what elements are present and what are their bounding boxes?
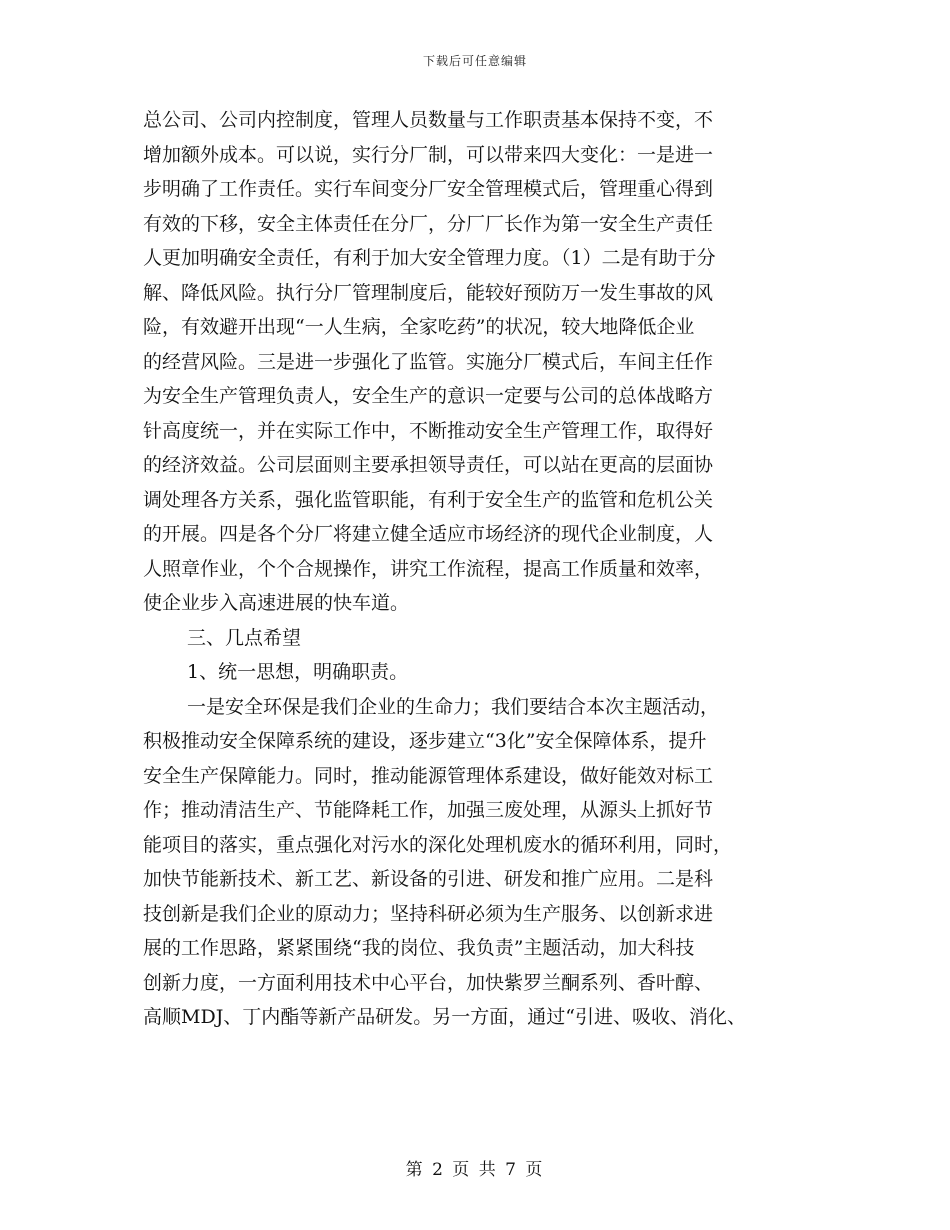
text-line: 人照章作业，个个合规操作，讲究工作流程，提高工作质量和效率， [143,557,714,580]
text-line: 使企业步入高速进展的快车道。 [143,592,410,614]
text-line: 1、统一思想，明确职责。 [187,661,409,683]
text-line: 解、降低风险。执行分厂管理制度后，能较好预防万一发生事故的风 [143,281,714,304]
text-line: 高顺MDJ、丁内酯等新产品研发。另一方面，通过“引进、吸收、消化、 [143,1006,747,1028]
text-line: 加快节能新技术、新工艺、新设备的引进、研发和推广应用。二是科 [143,868,714,890]
text-line: 的经济效益。公司层面则主要承担领导责任，可以站在更高的层面协 [143,454,714,476]
text-line: 能项目的落实，重点强化对污水的深化处理机废水的循环利用，同时， [143,833,733,856]
text-line: 险，有效避开出现“一人生病，全家吃药”的状况，较大地降低企业 [143,316,695,338]
text-line: 作；推动清洁生产、节能降耗工作，加强三废处理，从源头上抓好节 [143,799,714,821]
text-line: 安全生产保障能力。同时，推动能源管理体系建设，做好能效对标工 [143,764,714,787]
text-line: 有效的下移，安全主体责任在分厂，分厂厂长作为第一安全生产责任 [143,212,714,235]
text-line: 积极推动安全保障系统的建设，逐步建立“3化”安全保障体系，提升 [143,730,707,752]
document-body [143,103,827,1035]
text-line: 一是安全环保是我们企业的生命力；我们要结合本次主题活动， [187,695,720,718]
text-line: 人更加明确安全责任，有利于加大安全管理力度。（1）二是有助于分 [143,247,716,269]
text-line: 调处理各方关系，强化监管职能，有利于安全生产的监管和危机公关 [143,488,714,511]
text-line: 总公司、公司内控制度，管理人员数量与工作职责基本保持不变，不 [143,109,714,131]
text-line: 增加额外成本。可以说，实行分厂制，可以带来四大变化：一是进一 [143,143,714,166]
text-line: 为安全生产管理负责人，安全生产的意识一定要与公司的总体战略方 [143,385,714,407]
text-line: 的经营风险。三是进一步强化了监管。实施分厂模式后，车间主任作 [143,350,714,373]
text-line: 的开展。四是各个分厂将建立健全适应市场经济的现代企业制度，人 [143,523,714,545]
text-line: 技创新是我们企业的原动力；坚持科研必须为生产服务、以创新求进 [143,902,714,925]
page-footer: 第 2 页 共 7 页 [405,1160,545,1180]
text-line: 针高度统一，并在实际工作中，不断推动安全生产管理工作，取得好 [143,419,714,442]
page-header: 下载后可任意编辑 [422,54,527,68]
text-line: 展的工作思路，紧紧围绕“我的岗位、我负责”主题活动，加大科技 [143,937,695,959]
text-line: 步明确了工作责任。实行车间变分厂安全管理模式后，管理重心得到 [143,178,714,200]
text-line: 三、几点希望 [187,626,302,649]
text-line: 创新力度，一方面利用技术中心平台，加快紫罗兰酮系列、香叶醇、 [143,971,714,994]
